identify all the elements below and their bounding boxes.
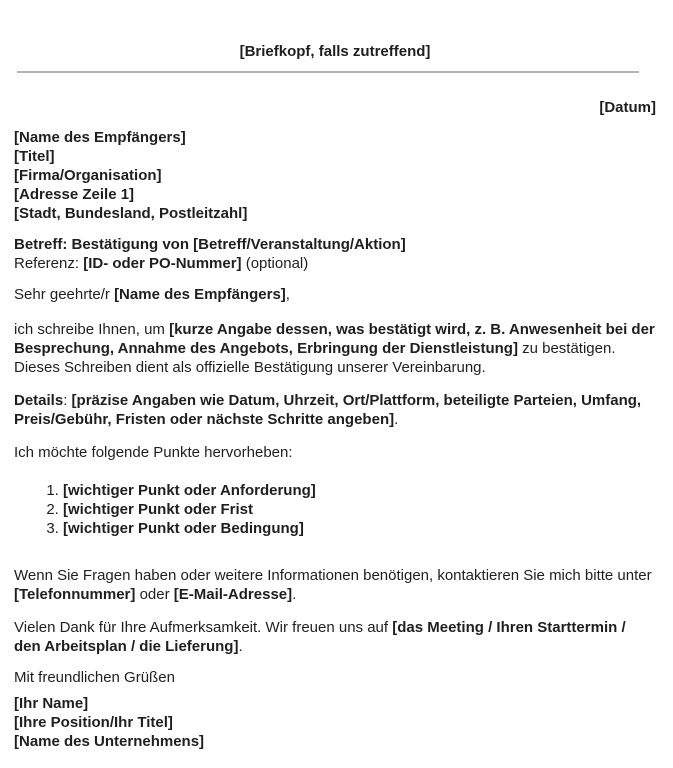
details-post-text: .	[394, 411, 399, 428]
signature-position-placeholder: [Ihre Position/Ihr Titel]	[14, 714, 173, 731]
highlight-point-1: [wichtiger Punkt oder Anforderung]	[63, 482, 316, 499]
contact-pre-text: Wenn Sie Fragen haben oder weitere Informationen benötigen, kontaktieren Sie mich bitte unter	[14, 567, 652, 584]
paragraph-details	[14, 391, 656, 429]
reference-value: [ID- oder PO-Nummer]	[83, 255, 242, 272]
salutation-prefix: Sehr geehrte/r	[14, 286, 115, 303]
subject-line: Betreff: Bestätigung von [Betreff/Veranstaltung/Aktion]	[14, 236, 406, 253]
paragraph-contact	[14, 566, 656, 604]
recipient-city-line: [Stadt, Bundesland, Postleitzahl]	[14, 205, 248, 222]
highlight-point-2: [wichtiger Punkt oder Frist	[63, 501, 254, 518]
paragraph-thanks	[14, 618, 656, 656]
recipient-company: [Firma/Organisation]	[14, 167, 162, 184]
highlight-point-3: [wichtiger Punkt oder Bedingung]	[63, 520, 304, 537]
reference-label: Referenz:	[14, 255, 84, 272]
signature-company-placeholder: [Name des Unternehmens]	[14, 733, 205, 750]
recipient-address-line1: [Adresse Zeile 1]	[14, 186, 135, 203]
list-item	[63, 519, 656, 538]
confirm-placeholder: [kurze Angabe dessen, was bestätigt wird, z. B. Anwesenheit bei der Besprechung, Annahme des Angebots, Erbringung der Dienstleistung]	[14, 321, 655, 357]
valediction-line: Mit freundlichen Grüßen	[14, 669, 175, 686]
signature-name-placeholder: [Ihr Name]	[14, 695, 89, 712]
list-item	[63, 500, 656, 519]
confirm-pre-text: ich schreibe Ihnen, um	[14, 321, 170, 338]
recipient-title: [Titel]	[14, 148, 55, 165]
subject-block	[14, 235, 656, 273]
reference-line	[14, 254, 656, 273]
recipient-address-block	[14, 128, 656, 223]
email-placeholder: [E-Mail-Adresse]	[173, 586, 293, 603]
letterhead-divider	[17, 71, 639, 73]
recipient-name: [Name des Empfängers]	[14, 129, 186, 146]
highlights-intro-line: Ich möchte folgende Punkte hervorheben:	[14, 444, 293, 461]
contact-mid-text: oder	[135, 586, 174, 603]
salutation-suffix: ,	[285, 286, 290, 303]
date-placeholder: [Datum]	[599, 99, 656, 116]
list-item	[63, 481, 656, 500]
phone-placeholder: [Telefonnummer]	[14, 586, 136, 603]
confirm-post-text: zu bestätigen. Dieses Schreiben dient als offizielle Bestätigung unserer Vereinbarung.	[14, 340, 616, 376]
salutation-line	[14, 285, 656, 304]
letterhead-placeholder: [Briefkopf, falls zutreffend]	[239, 43, 431, 60]
salutation-name-placeholder: [Name des Empfängers]	[114, 286, 286, 303]
details-separator: :	[63, 392, 72, 409]
signature-block	[14, 694, 656, 751]
details-label: Details	[14, 392, 64, 409]
details-placeholder: [präzise Angaben wie Datum, Uhrzeit, Ort/Plattform, beteiligte Parteien, Umfang, Preis/Gebühr, Fristen oder nächste Schritte angeben]	[14, 392, 642, 428]
thanks-placeholder: [das Meeting / Ihren Starttermin / den Arbeitsplan / die Lieferung]	[14, 619, 626, 655]
contact-post-text: .	[292, 586, 297, 603]
highlights-list	[14, 481, 656, 538]
thanks-pre-text: Vielen Dank für Ihre Aufmerksamkeit. Wir freuen uns auf	[14, 619, 393, 636]
reference-suffix: (optional)	[241, 255, 309, 272]
thanks-post-text: .	[238, 638, 243, 655]
paragraph-confirmation	[14, 320, 656, 377]
